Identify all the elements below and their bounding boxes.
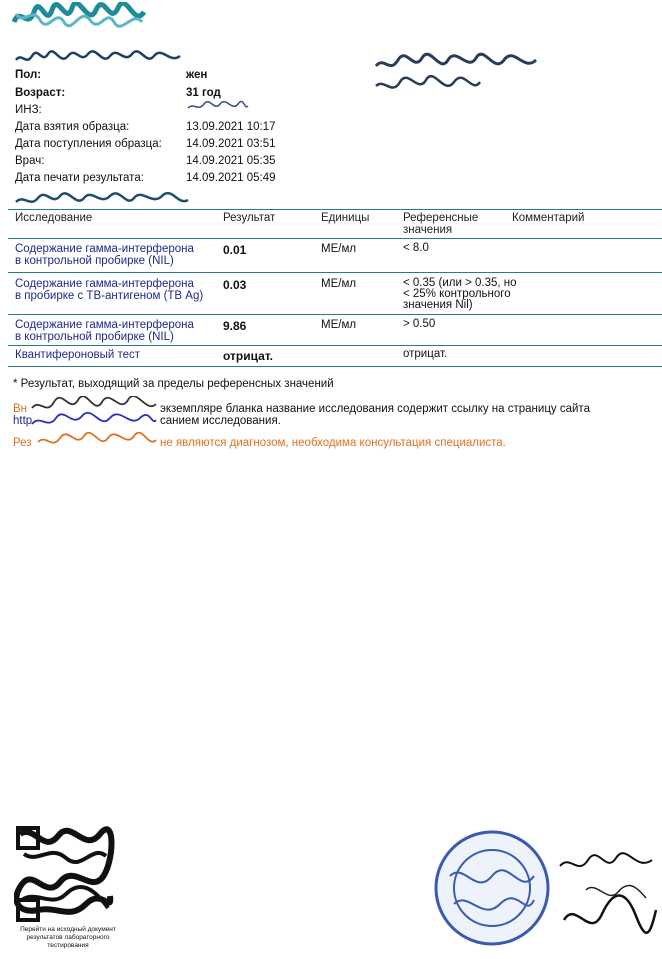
print-date-value: 14.09.2021 05:49 <box>186 172 276 184</box>
redacted-lab-info <box>372 52 542 102</box>
footnote: * Результат, выходящий за пределы референсных значений <box>13 378 334 390</box>
electronic-note-prefix2: http <box>13 415 33 427</box>
redacted-note-1 <box>30 396 158 432</box>
redacted-inz <box>186 100 250 114</box>
redacted-disclaimer <box>36 432 158 452</box>
electronic-note-line1: экземпляре бланка название исследования содержит ссылку на страницу сайта <box>160 403 590 415</box>
table-row-reference: > 0.50 <box>403 318 436 330</box>
header-reference-2: значения <box>403 224 453 236</box>
sample-taken-value: 13.09.2021 10:17 <box>186 121 276 133</box>
print-date-label: Дата печати результата: <box>15 172 144 184</box>
sample-taken-label: Дата взятия образца: <box>15 121 130 133</box>
sex-label: Пол: <box>15 69 42 81</box>
table-top-rule <box>8 209 662 210</box>
sample-received-value: 14.09.2021 03:51 <box>186 138 276 150</box>
doctor-label: Врач: <box>15 155 45 167</box>
table-row-name: Содержание гамма-интерферона в пробирке с ТВ-антигеном (ТВ Ag) <box>15 278 204 302</box>
table-row-name: Квантифероновый тест <box>15 349 141 361</box>
age-value: 31 год <box>186 87 221 99</box>
redacted-section-title <box>14 192 190 210</box>
row-divider <box>8 314 662 315</box>
header-comment: Комментарий <box>512 212 585 224</box>
electronic-note-prefix: Вн <box>13 403 28 415</box>
stamp <box>430 826 554 950</box>
table-header-rule <box>8 238 662 239</box>
inz-label: ИНЗ: <box>15 104 42 116</box>
qr-code[interactable] <box>14 824 116 924</box>
table-row-units: МЕ/мл <box>321 278 357 290</box>
signature <box>556 850 660 946</box>
header-reference: Референсные <box>403 212 479 224</box>
table-row-name: Содержание гамма-интерферона в контрольной пробирке (NIL) <box>15 319 194 343</box>
table-row-reference: < 0.35 (или > 0.35, но < 25% контрольного значения Nil) <box>403 277 517 311</box>
row-divider <box>8 345 662 346</box>
table-row-name: Содержание гамма-интерферона в контрольной пробирке (NIL) <box>15 243 194 267</box>
table-row-result: отрицат. <box>223 349 273 363</box>
table-bottom-rule <box>8 366 662 367</box>
age-label: Возраст: <box>15 87 66 99</box>
electronic-note-line2: санием исследования. <box>160 415 281 427</box>
doctor-value: 14.09.2021 05:35 <box>186 155 276 167</box>
table-row-result: 9.86 <box>223 319 247 333</box>
row-divider <box>8 272 662 273</box>
redacted-name <box>14 50 184 68</box>
header-result: Результат <box>223 212 276 224</box>
redacted-logo <box>10 2 150 32</box>
table-row-reference: < 8.0 <box>403 242 429 254</box>
qr-caption: Перейти на исходный документ результатов лабораторного тестирования <box>20 926 116 949</box>
table-row-result: 0.03 <box>223 278 247 292</box>
header-units: Единицы <box>321 212 370 224</box>
sex-value: жен <box>186 69 208 81</box>
disclaimer-text: не являются диагнозом, необходима консультация специалиста. <box>160 437 506 449</box>
table-row-reference: отрицат. <box>403 348 448 360</box>
sample-received-label: Дата поступления образца: <box>15 138 162 150</box>
table-row-result: 0.01 <box>223 243 247 257</box>
header-study: Исследование <box>15 212 93 224</box>
disclaimer-prefix: Рез <box>13 437 32 449</box>
table-row-units: МЕ/мл <box>321 243 357 255</box>
table-row-units: МЕ/мл <box>321 319 357 331</box>
